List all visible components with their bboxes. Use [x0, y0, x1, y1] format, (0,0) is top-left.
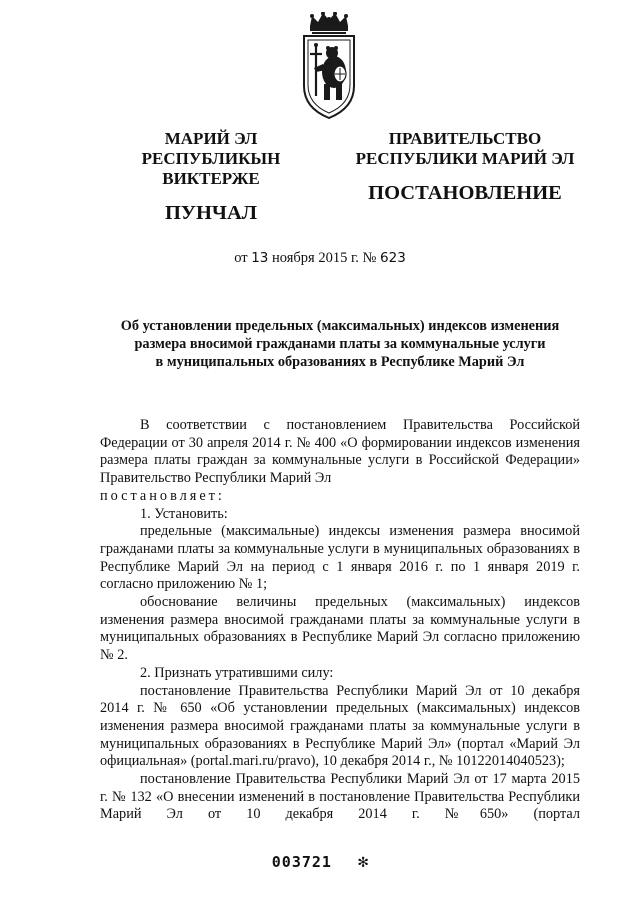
item-1-b: обоснование величины предельных (максимальных) индексов изменения размера вносимой гражданами платы за коммунальные услуги в муниципальных образованиях в Республике Марий Эл согласно приложению № 2.: [100, 594, 580, 664]
form-serial-footer: [0, 852, 640, 872]
resolves-word: постановляет:: [100, 487, 225, 504]
title-line3: в муниципальных образованиях в Республике Марий Эл: [155, 354, 525, 370]
item-1: 1. Установить:: [140, 505, 228, 522]
asterisk-mark-icon: ✻: [357, 852, 369, 872]
preamble-paragraph: В соответствии с постановлением Правительства Российской Федерации от 30 апреля 2014 г. № 400 «О формировании индексов изменения размера платы граждан за коммунальные услуги в Российской Федерации» Правительство Республики Марий Эл: [100, 417, 580, 487]
title-line1: Об установлении предельных (максимальных) индексов изменения: [120, 318, 560, 334]
document-number: 623: [380, 250, 406, 266]
issuer-russian-line1: ПРАВИТЕЛЬСТВО: [388, 129, 542, 148]
issuer-mari: [96, 129, 326, 225]
item-2-b: постановление Правительства Республики Марий Эл от 17 марта 2015 г. № 132 «О внесении изменений в постановление Правительства Республики Марий Эл от 10 декабря 2014 г. №650» (портал: [100, 771, 580, 823]
item-2-a: постановление Правительства Республики Марий Эл от 10 декабря 2014 г. № 650 «Об установлении предельных (максимальных) индексов изменения размера вносимой гражданами платы за коммунальные услуги в муниципальных образованиях в Республике Марий Эл» (портал «Марий Эл официальная» (portal.mari.ru/pravo), 10 декабря 2014 г., № 10122014040523);: [100, 682, 580, 770]
doc-type-russian: ПОСТАНОВЛЕНИЕ: [368, 182, 562, 204]
item-1-a: предельные (максимальные) индексы изменения размера вносимой гражданами платы за коммунальные услуги в муниципальных образованиях в Республике Марий Эл на период с 1 января 2016 г. по 1 января 2019 г. согласно приложению № 1;: [100, 523, 580, 593]
document-title: [100, 317, 580, 371]
issuer-russian: [350, 129, 580, 205]
item-2: 2. Признать утратившими силу:: [140, 664, 334, 681]
document-date-line: [0, 250, 640, 267]
issuer-russian-line2: РЕСПУБЛИКИ МАРИЙ ЭЛ: [355, 149, 575, 168]
form-serial-number: 003721: [271, 853, 332, 871]
coat-of-arms-emblem: [296, 12, 362, 120]
issuer-mari-line2: ВИКТЕРЖЕ: [162, 169, 260, 188]
date-month-year: ноября 2015 г. №: [272, 250, 377, 266]
issuer-mari-line1: МАРИЙ ЭЛ РЕСПУБЛИКЫН: [141, 129, 281, 168]
title-line2: размера вносимой гражданами платы за коммунальные услуги: [134, 336, 546, 352]
document-body: [100, 417, 580, 824]
date-prefix: от: [234, 250, 248, 266]
doc-type-mari: ПУНЧАЛ: [164, 202, 258, 224]
date-day: 13: [251, 250, 269, 266]
